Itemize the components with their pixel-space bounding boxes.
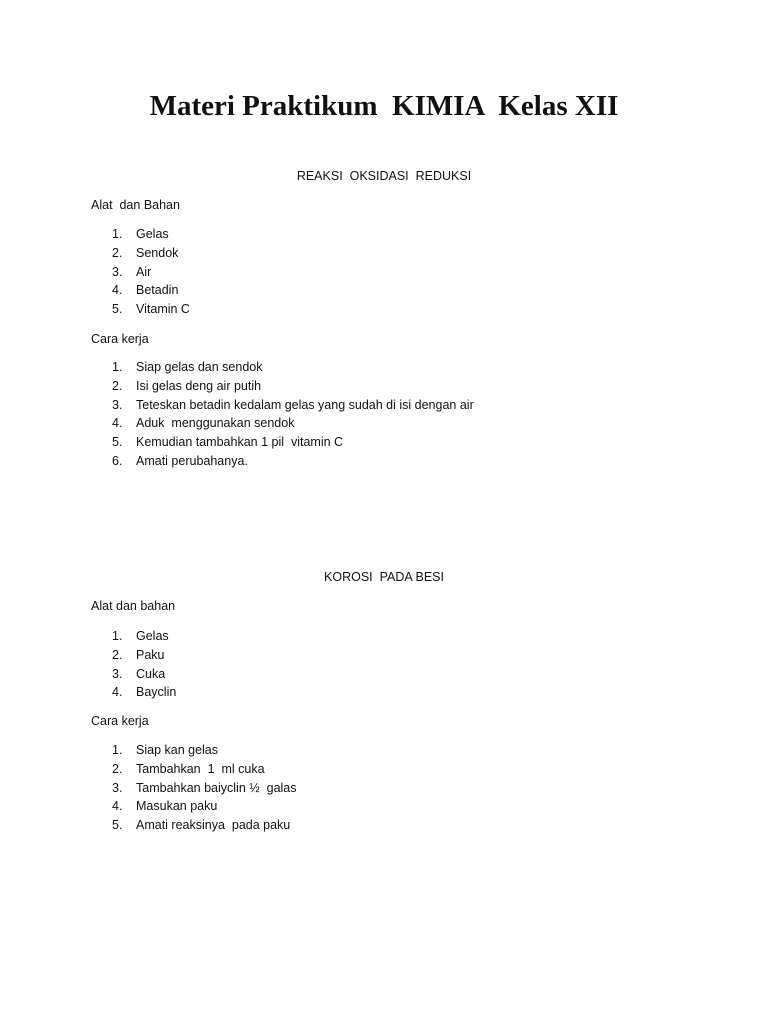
materials-heading-redox: Alat dan Bahan [91, 198, 180, 212]
section-title-corrosion: KOROSI PADA BESI [324, 570, 444, 584]
procedure-heading-corrosion: Cara kerja [91, 714, 149, 728]
page-title: Materi Praktikum KIMIA Kelas XII [149, 90, 619, 122]
section-title-redox: REAKSI OKSIDASI REDUKSI [296, 169, 472, 183]
materials-heading-corrosion: Alat dan bahan [91, 599, 176, 613]
procedure-heading-redox: Cara kerja [91, 332, 149, 346]
